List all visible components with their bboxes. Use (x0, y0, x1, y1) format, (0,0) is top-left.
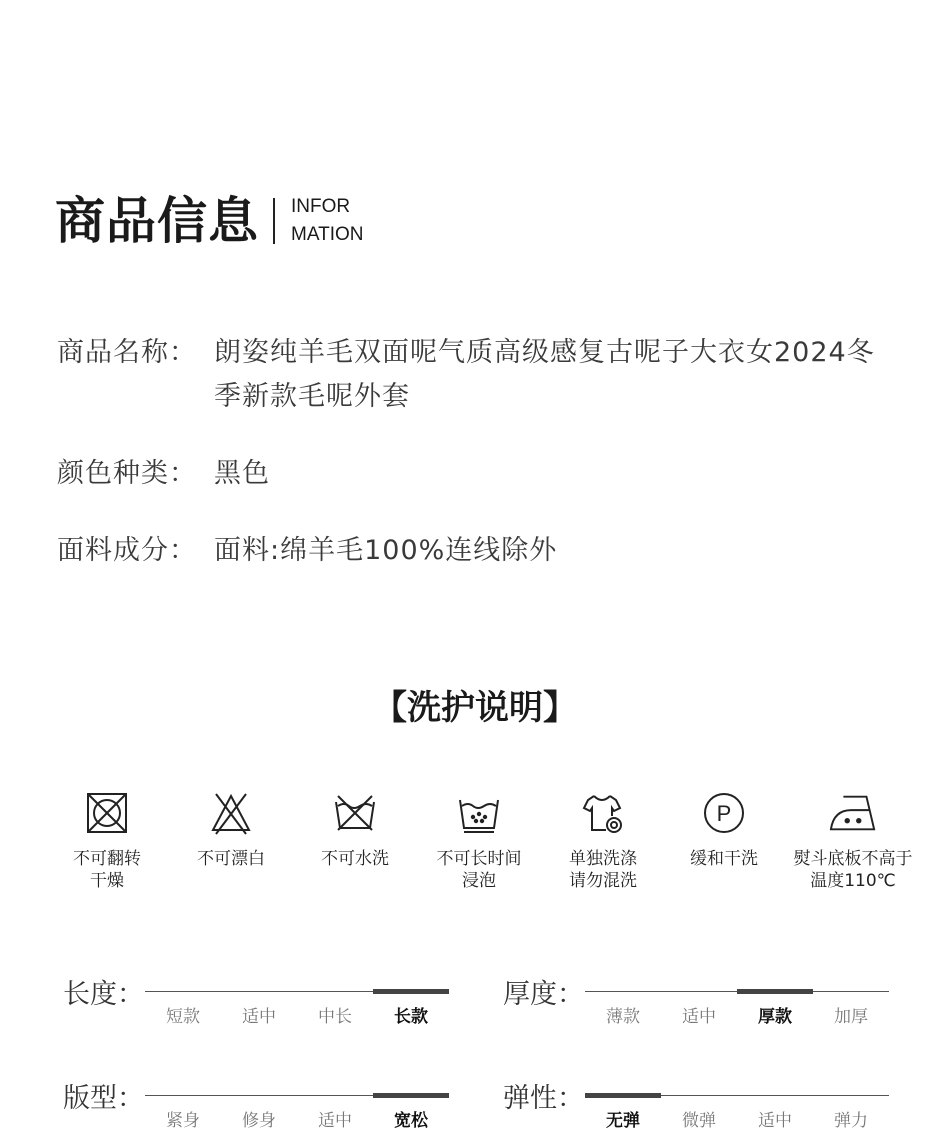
scale-length (63, 972, 453, 1032)
scale-option: 修身 (242, 1111, 276, 1131)
care-title: 【洗护说明】 (373, 688, 577, 728)
care-label: 不可水洗 (321, 849, 389, 869)
scale-option: 紧身 (166, 1111, 200, 1131)
care-item (45, 788, 169, 892)
info-value: 朗姿纯羊毛双面呢气质高级感复古呢子大衣女2024冬季新款毛呢外套 (214, 337, 875, 412)
svg-text:P: P (716, 801, 732, 826)
care-label: 熨斗底板不高于 温度110℃ (793, 849, 913, 891)
care-item (541, 788, 665, 892)
section-subtitle-en (291, 193, 363, 249)
scale-option: 适中 (318, 1111, 352, 1131)
wash-separately-icon (578, 788, 628, 838)
info-row-name (57, 331, 897, 419)
care-label: 缓和干洗 (690, 849, 758, 869)
care-item (417, 788, 541, 892)
scale-option: 弹力 (834, 1111, 868, 1131)
scale-option: 宽松 (394, 1111, 428, 1131)
no-water-wash-icon (330, 788, 380, 838)
scale-fit (63, 1076, 453, 1136)
scale-selected-marker (373, 1093, 449, 1098)
scale-label: 长度： (63, 979, 144, 1010)
subtitle-en-line1: INFOR (291, 196, 351, 217)
care-label: 不可漂白 (197, 849, 265, 869)
scale-option: 微弹 (682, 1111, 716, 1131)
scale-label: 版型： (63, 1083, 144, 1114)
scale-option: 加厚 (834, 1007, 868, 1027)
info-label: 颜色种类： (57, 458, 197, 489)
scale-option: 长款 (394, 1007, 428, 1027)
info-label: 商品名称： (57, 337, 197, 368)
scale-option: 适中 (758, 1111, 792, 1131)
scale-option: 适中 (242, 1007, 276, 1027)
care-item (169, 788, 293, 892)
scale-elasticity (503, 1076, 893, 1136)
title-divider (273, 198, 275, 244)
care-icons-row (45, 788, 930, 892)
info-value: 面料:绵羊毛100%连线除外 (214, 535, 558, 566)
no-long-soak-icon (454, 788, 504, 838)
section-title: 商品信息 (55, 192, 259, 250)
info-label: 面料成分： (57, 535, 197, 566)
scale-option: 短款 (166, 1007, 200, 1027)
scale-selected-marker (737, 989, 813, 994)
scale-label: 弹性： (503, 1083, 584, 1114)
iron-temp-icon (828, 788, 878, 838)
scale-selected-marker (373, 989, 449, 994)
scale-option: 适中 (682, 1007, 716, 1027)
section-header (55, 193, 363, 249)
info-row-fabric (57, 529, 897, 573)
scale-option: 中长 (318, 1007, 352, 1027)
care-label: 不可长时间 浸泡 (436, 849, 522, 891)
care-label: 单独洗涤 请勿混洗 (569, 849, 637, 891)
subtitle-en-line2: MATION (291, 224, 364, 245)
care-item (293, 788, 417, 892)
care-item (665, 788, 783, 892)
care-label: 不可翻转 干燥 (73, 849, 141, 891)
scale-option: 薄款 (606, 1007, 640, 1027)
no-bleach-icon (206, 788, 256, 838)
scale-option: 厚款 (758, 1007, 792, 1027)
no-tumble-dry-icon (82, 788, 132, 838)
scale-option: 无弹 (606, 1111, 640, 1131)
scale-label: 厚度： (503, 979, 584, 1010)
info-row-color (57, 452, 897, 496)
scale-selected-marker (585, 1093, 661, 1098)
info-value: 黑色 (214, 458, 270, 489)
gentle-dry-clean-icon (699, 788, 749, 838)
care-item (783, 788, 923, 892)
scale-thickness (503, 972, 893, 1032)
